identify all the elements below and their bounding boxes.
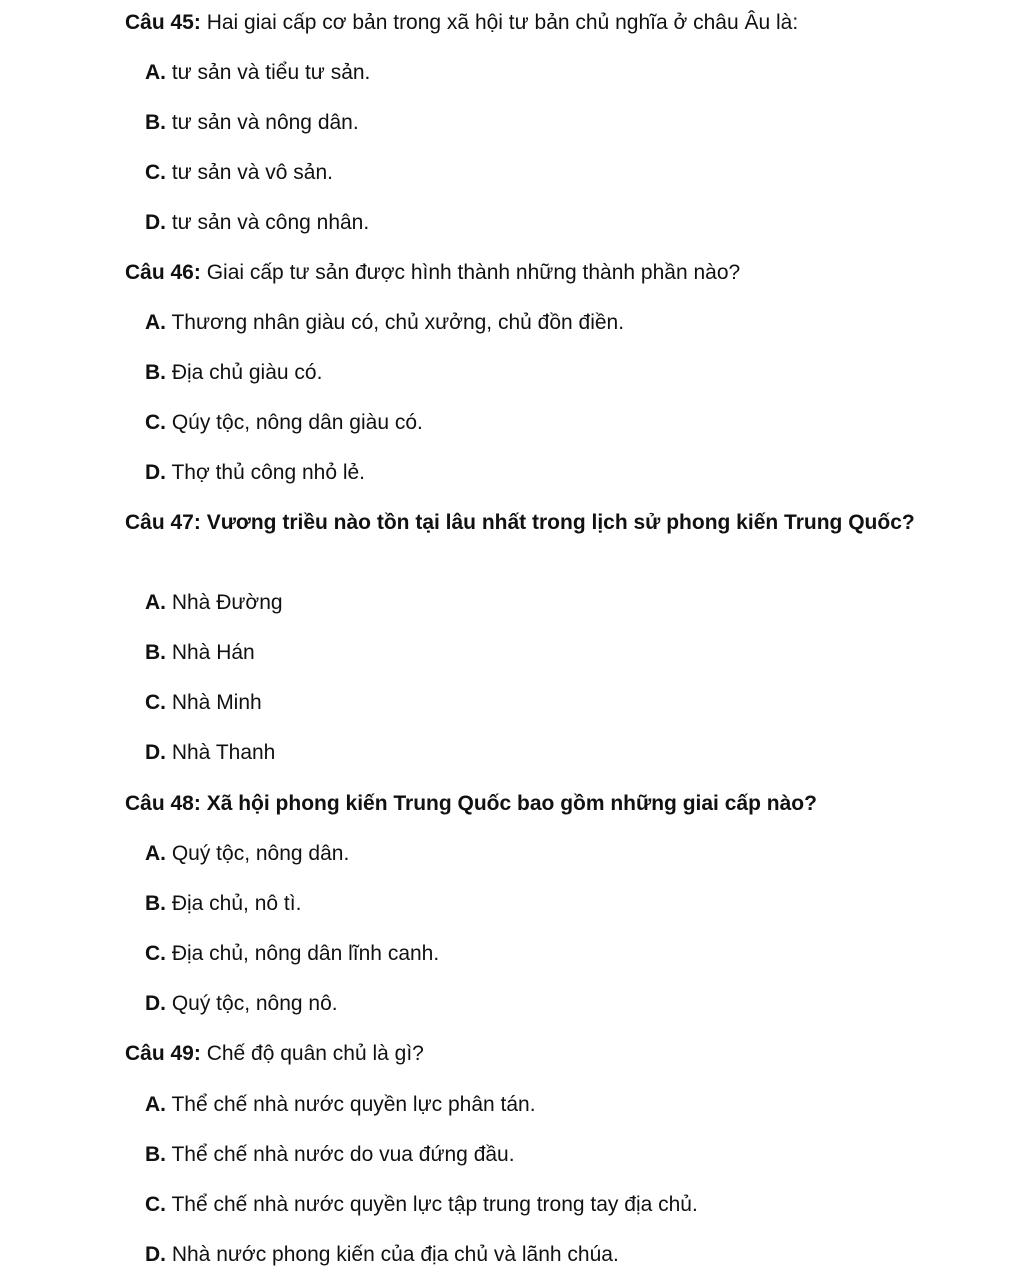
option-letter: B. <box>145 1143 166 1166</box>
option-letter: A. <box>145 311 166 334</box>
option-letter: B. <box>145 892 166 915</box>
option-letter: B. <box>145 111 166 134</box>
question-45-option-b <box>145 108 359 138</box>
option-letter: D. <box>145 211 166 234</box>
option-text: Nhà Hán <box>166 641 255 664</box>
question-45-title <box>125 8 965 38</box>
question-46-option-c <box>145 408 423 438</box>
question-45-text: Hai giai cấp cơ bản trong xã hội tư bản chủ nghĩa ở châu Âu là: <box>200 11 799 34</box>
question-45-label: Câu 45: <box>125 11 201 34</box>
option-text: Địa chủ, nông dân lĩnh canh. <box>166 942 440 965</box>
question-49-option-b <box>145 1140 515 1170</box>
question-47-option-b <box>145 638 255 668</box>
option-text: Nhà Minh <box>166 691 262 714</box>
question-45-option-a <box>145 58 370 88</box>
question-48-option-a <box>145 839 349 869</box>
question-48-title <box>125 789 965 819</box>
question-47-label: Câu 47: <box>125 511 201 534</box>
option-text: Thương nhân giàu có, chủ xưởng, chủ đồn điền. <box>166 311 625 334</box>
option-letter: B. <box>145 361 166 384</box>
option-letter: D. <box>145 741 166 764</box>
option-text: Quý tộc, nông dân. <box>166 842 350 865</box>
option-letter: D. <box>145 992 166 1015</box>
question-48-option-b <box>145 889 301 919</box>
option-text: tư sản và vô sản. <box>166 161 333 184</box>
question-49-label: Câu 49: <box>125 1042 201 1065</box>
question-46-option-b <box>145 358 322 388</box>
option-text: Thể chế nhà nước quyền lực tập trung trong tay địa chủ. <box>166 1193 698 1216</box>
option-letter: C. <box>145 1193 166 1216</box>
question-49-option-c <box>145 1190 698 1220</box>
option-letter: B. <box>145 641 166 664</box>
option-letter: C. <box>145 411 166 434</box>
option-letter: C. <box>145 942 166 965</box>
question-49-text: Chế độ quân chủ là gì? <box>200 1042 424 1065</box>
question-46-option-d <box>145 458 365 488</box>
option-text: Thợ thủ công nhỏ lẻ. <box>166 461 366 484</box>
option-letter: C. <box>145 691 166 714</box>
option-text: Nhà Thanh <box>166 741 276 764</box>
option-letter: A. <box>145 61 166 84</box>
option-text: tư sản và nông dân. <box>166 111 359 134</box>
option-letter: A. <box>145 842 166 865</box>
option-text: Địa chủ, nô tì. <box>166 892 302 915</box>
question-47-option-a <box>145 588 283 618</box>
question-49-option-a <box>145 1090 536 1120</box>
question-46-label: Câu 46: <box>125 261 201 284</box>
option-text: Qúy tộc, nông dân giàu có. <box>166 411 423 434</box>
option-text: Thể chế nhà nước quyền lực phân tán. <box>166 1093 536 1116</box>
option-letter: D. <box>145 461 166 484</box>
question-46-title <box>125 258 965 288</box>
question-47-text: Vương triều nào tồn tại lâu nhất trong lịch sử phong kiến Trung Quốc? <box>200 511 915 534</box>
option-text: Địa chủ giàu có. <box>166 361 323 384</box>
option-text: Thể chế nhà nước do vua đứng đầu. <box>166 1143 515 1166</box>
question-47-option-d <box>145 738 275 768</box>
question-48-label: Câu 48: <box>125 792 201 815</box>
option-letter: D. <box>145 1243 166 1266</box>
option-letter: C. <box>145 161 166 184</box>
question-49-option-d <box>145 1240 619 1270</box>
question-48-option-c <box>145 939 439 969</box>
question-46-text: Giai cấp tư sản được hình thành những thành phần nào? <box>200 261 741 284</box>
option-text: Quý tộc, nông nô. <box>166 992 338 1015</box>
question-48-text: Xã hội phong kiến Trung Quốc bao gồm những giai cấp nào? <box>200 792 817 815</box>
question-47-option-c <box>145 688 262 718</box>
question-46-option-a <box>145 308 624 338</box>
option-text: Nhà Đường <box>166 591 283 614</box>
question-47-title <box>125 508 970 538</box>
option-letter: A. <box>145 1093 166 1116</box>
question-48-option-d <box>145 989 338 1019</box>
question-45-option-d <box>145 208 369 238</box>
question-49-title <box>125 1039 965 1069</box>
option-text: tư sản và tiểu tư sản. <box>166 61 371 84</box>
question-45-option-c <box>145 158 333 188</box>
option-text: Nhà nước phong kiến của địa chủ và lãnh chúa. <box>166 1243 619 1266</box>
option-letter: A. <box>145 591 166 614</box>
option-text: tư sản và công nhân. <box>166 211 370 234</box>
